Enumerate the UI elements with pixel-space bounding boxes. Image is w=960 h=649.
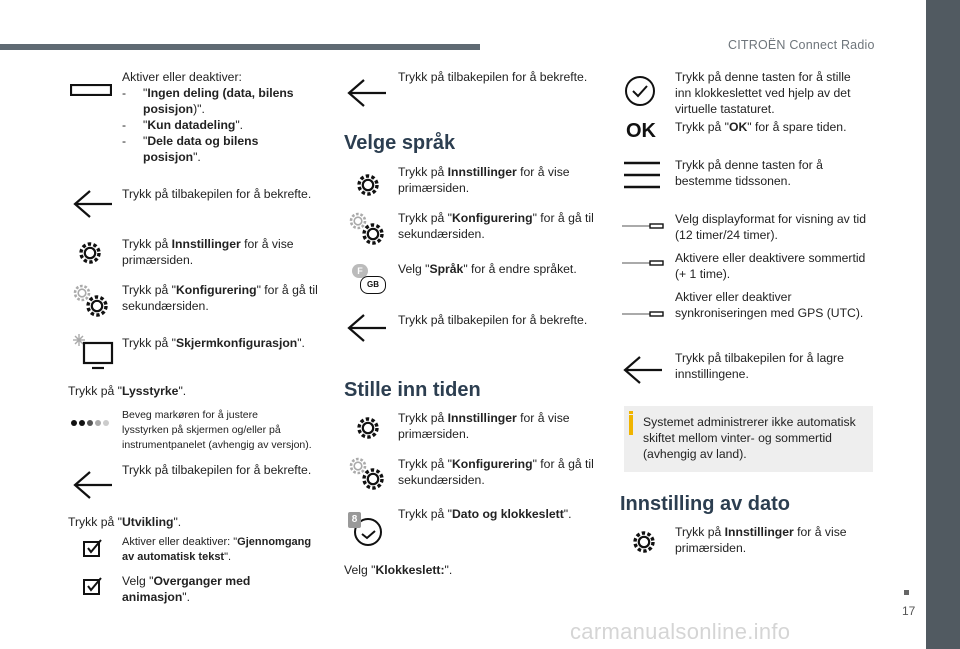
back-arrow-icon xyxy=(72,189,114,219)
toggle-switch-icon xyxy=(622,310,664,318)
double-gear-icon xyxy=(346,210,390,248)
save-instruction: Trykk på tilbakepilen for å lagre innstillingene. xyxy=(675,351,844,381)
toggle-switch-icon xyxy=(622,222,664,230)
timezone-instruction: Trykk på denne tasten for å bestemme tidssonen. xyxy=(675,158,823,188)
heading-set-date: Innstilling av dato xyxy=(620,493,791,515)
info-icon xyxy=(629,411,633,414)
checkbox-checked-icon[interactable] xyxy=(82,538,104,558)
back-confirm-text: Trykk på tilbakepilen for å bekrefte. xyxy=(122,187,312,201)
menu-icon xyxy=(622,160,662,190)
config-instruction: Trykk på "Konfigurering" for å gå til sekundærsiden. xyxy=(398,211,594,241)
bullet: - xyxy=(122,86,127,100)
check-circle-icon xyxy=(624,75,656,107)
brand-name: CITROËN Connect Radio xyxy=(728,38,875,52)
info-text: Systemet administrerer ikke automatisk skiftet mellom vinter- og sommertid (avhengig av land). xyxy=(643,415,856,461)
page-number: 17 xyxy=(902,604,916,618)
toggle-switch-icon xyxy=(622,259,664,267)
back-arrow-icon xyxy=(346,313,388,343)
daylight-saving-instruction: Aktivere eller deaktivere sommertid (+ 1 time). xyxy=(675,251,866,281)
clock-icon: 8 xyxy=(348,510,384,546)
config-instruction: Trykk på "Konfigurering" for å gå til sekundærsiden. xyxy=(398,457,594,487)
page-sidebar xyxy=(926,0,960,649)
back-confirm-text: Trykk på tilbakepilen for å bekrefte. xyxy=(122,463,312,477)
gear-icon xyxy=(76,239,104,267)
option-data-and-position: "Dele data og bilens posisjon". xyxy=(143,134,259,164)
double-gear-icon xyxy=(70,282,114,320)
activate-label: Aktiver eller deaktiver: xyxy=(122,70,242,84)
gear-icon xyxy=(630,528,658,556)
screen-config-instruction: Trykk på "Skjermkonfigurasjon". xyxy=(122,336,305,350)
double-gear-icon xyxy=(346,455,390,493)
gear-icon xyxy=(354,171,382,199)
settings-instruction: Trykk på Innstillinger for å vise primærsiden. xyxy=(675,525,847,555)
screen-config-icon xyxy=(70,332,116,372)
bullet: - xyxy=(122,118,127,132)
brightness-slider-icon xyxy=(70,418,110,428)
language-icon: F GB xyxy=(350,262,390,296)
back-arrow-icon xyxy=(346,78,388,108)
format-instruction: Velg displayformat for visning av tid (12 timer/24 timer). xyxy=(675,212,867,242)
ok-icon: OK xyxy=(626,120,656,142)
animation-instruction: Velg "Overganger med animasjon". xyxy=(122,574,251,604)
brightness-instruction: Trykk på "Lysstyrke". xyxy=(68,384,187,398)
watermark: carmanualsonline.info xyxy=(570,619,791,644)
back-arrow-icon xyxy=(622,355,664,385)
bullet: - xyxy=(122,134,127,148)
language-instruction: Velg "Språk" for å endre språket. xyxy=(398,262,577,276)
settings-instruction: Trykk på Innstillinger for å vise primærsiden. xyxy=(398,165,570,195)
auto-text-review-instruction: Aktiver eller deaktiver: "Gjennomgang av automatisk tekst". xyxy=(122,536,312,563)
checkbox-checked-icon[interactable] xyxy=(82,576,104,596)
heading-select-language: Velge språk xyxy=(344,132,456,154)
settings-instruction: Trykk på Innstillinger for å vise primærsiden. xyxy=(122,237,294,267)
header-bar xyxy=(0,44,480,50)
settings-instruction: Trykk på Innstillinger for å vise primærsiden. xyxy=(398,411,570,441)
config-instruction: Trykk på "Konfigurering" for å gå til sekundærsiden. xyxy=(122,283,318,313)
page-end-marker xyxy=(904,590,909,595)
option-no-sharing: "Ingen deling (data, bilens posisjon)". xyxy=(143,86,294,116)
keyboard-instruction: Trykk på denne tasten for å stille inn klokkeslettet ved hjelp av det virtuelle tastaturet. xyxy=(675,70,851,116)
info-icon-bar xyxy=(629,415,633,435)
development-instruction: Trykk på "Utvikling". xyxy=(68,515,182,529)
date-time-instruction: Trykk på "Dato og klokkeslett". xyxy=(398,507,572,521)
toggle-switch-icon xyxy=(70,84,112,96)
heading-set-time: Stille inn tiden xyxy=(344,379,481,401)
back-confirm-text: Trykk på tilbakepilen for å bekrefte. xyxy=(398,70,588,84)
select-time-instruction: Velg "Klokkeslett:". xyxy=(344,563,453,577)
cursor-instruction: Beveg markøren for å justere lysstyrken på skjermen og/eller på instrumentpanelet (avhengig av versjon). xyxy=(122,409,312,451)
gps-sync-instruction: Aktiver eller deaktiver synkroniseringen med GPS (UTC). xyxy=(675,290,864,320)
back-confirm-text: Trykk på tilbakepilen for å bekrefte. xyxy=(398,313,588,327)
ok-instruction: Trykk på "OK" for å spare tiden. xyxy=(675,120,847,134)
back-arrow-icon xyxy=(72,470,114,500)
option-data-only: "Kun datadeling". xyxy=(143,118,244,132)
gear-icon xyxy=(354,414,382,442)
